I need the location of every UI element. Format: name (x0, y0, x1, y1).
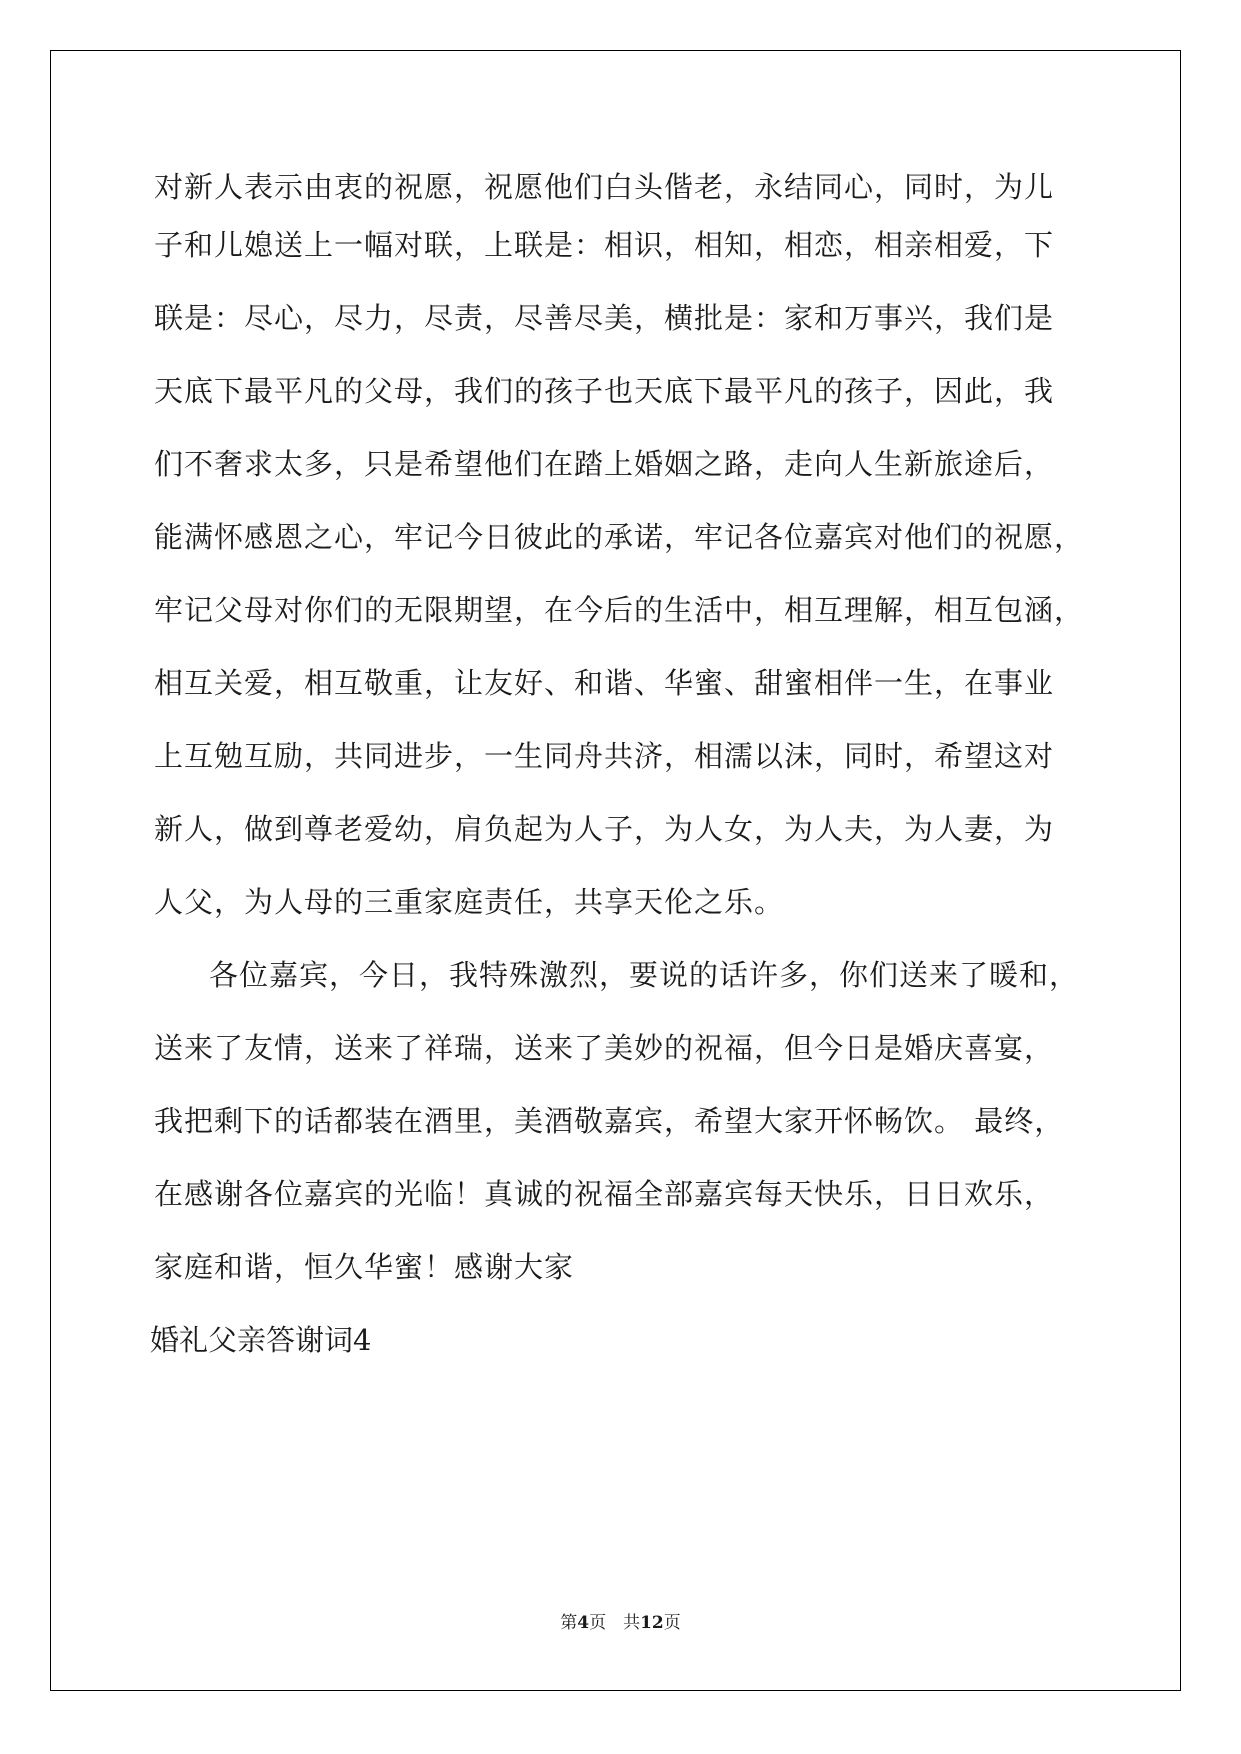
paragraph-line: 相互关爱，相互敬重，让友好、和谐、华蜜、甜蜜相伴一生，在事业 (154, 666, 1055, 700)
paragraph-line: 牢记父母对你们的无限期望，在今后的生活中，相互理解，相互包涵， (154, 593, 1085, 627)
paragraph-line: 我把剩下的话都装在酒里，美酒敬嘉宾，希望大家开怀畅饮。 最终， (154, 1104, 1065, 1138)
paragraph-line: 天底下最平凡的父母，我们的孩子也天底下最平凡的孩子，因此，我 (154, 374, 1055, 408)
page-current: 4 (577, 1613, 590, 1633)
paragraph-line: 能满怀感恩之心，牢记今日彼此的承诺，牢记各位嘉宾对他们的祝愿， (154, 520, 1085, 554)
paragraph-line: 上互勉互励，共同进步，一生同舟共济，相濡以沫，同时，希望这对 (154, 739, 1055, 773)
paragraph-line: 人父，为人母的三重家庭责任，共享天伦之乐。 (154, 885, 785, 919)
paragraph-line: 送来了友情，送来了祥瑞，送来了美妙的祝福，但今日是婚庆喜宴， (154, 1031, 1055, 1065)
page-total: 12 (640, 1613, 664, 1633)
paragraph-line: 各位嘉宾，今日，我特殊激烈，要说的话许多，你们送来了暖和， (209, 958, 1080, 992)
paragraph-line: 们不奢求太多，只是希望他们在踏上婚姻之路，走向人生新旅途后， (154, 447, 1055, 481)
page-label-mid: 页 共 (589, 1613, 641, 1633)
paragraph-line: 对新人表示由衷的祝愿，祝愿他们白头偕老，永结同心，同时，为儿 (154, 170, 1055, 204)
paragraph-line: 在感谢各位嘉宾的光临！真诚的祝福全部嘉宾每天快乐，日日欢乐， (154, 1177, 1055, 1211)
page-border (50, 50, 1181, 1691)
page-label-suffix: 页 (663, 1613, 681, 1633)
page-label-prefix: 第 (560, 1613, 578, 1633)
paragraph-line: 家庭和谐，恒久华蜜！感谢大家 (154, 1250, 575, 1284)
section-heading: 婚礼父亲答谢词4 (150, 1323, 372, 1357)
paragraph-line: 新人，做到尊老爱幼，肩负起为人子，为人女，为人夫，为人妻，为 (154, 812, 1055, 846)
page-number-footer (0, 1612, 1241, 1634)
paragraph-line: 子和儿媳送上一幅对联，上联是：相识，相知，相恋，相亲相爱，下 (154, 228, 1055, 262)
paragraph-line: 联是：尽心，尽力，尽责，尽善尽美，横批是：家和万事兴，我们是 (154, 301, 1055, 335)
